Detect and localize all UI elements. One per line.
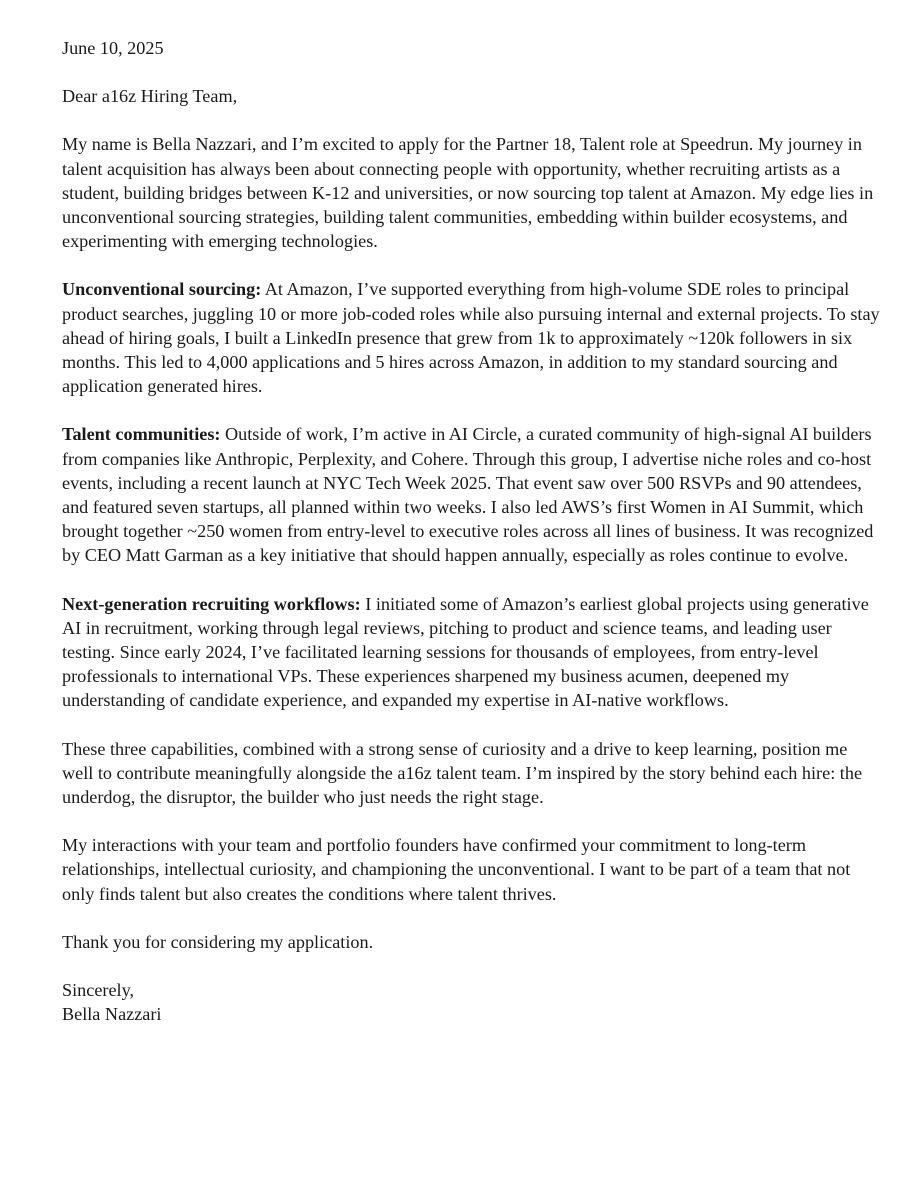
section-heading: Talent communities: [62,424,221,445]
section-heading: Unconventional sourcing: [62,279,262,300]
section-unconventional-sourcing [62,277,880,398]
salutation: Dear a16z Hiring Team, [62,86,238,107]
capabilities-paragraph: These three capabilities, combined with a strong sense of curiosity and a drive to keep learning, position me well to contribute meaningfully alongside the a16z talent team. I’m inspired by the story behind each hire: the underdog, the disruptor, the builder who just needs the right stage. [62,738,863,808]
section-body: Outside of work, I’m active in AI Circle, a curated community of high-signal AI builders from companies like Anthropic, Perplexity, and Cohere. Through this group, I advertise niche roles and co-host events, including a recent launch at NYC Tech Week 2025. That event saw over 500 RSVPs and 90 attendees, and featured seven startups, all planned within two weeks. I also led AWS’s first Women in AI Summit, which brought together ~250 women from entry-level to executive roles across all lines of business. It was recognized by CEO Matt Garman as a key initiative that should happen annually, especially as roles continue to evolve. [62,424,874,566]
section-body: I initiated some of Amazon’s earliest global projects using generative AI in recruitment, working through legal reviews, pitching to product and science teams, and leading user testing. Since early 2024, I’ve facilitated learning sessions for thousands of employees, from entry-level professionals to international VPs. These experiences sharpened my business acumen, deepened my understanding of candidate experience, and expanded my expertise in AI-native workflows. [62,593,869,711]
intro-paragraph: My name is Bella Nazzari, and I’m excited to apply for the Partner 18, Talent role at Speedrun. My journey in talent acquisition has always been about connecting people with opportunity, whether recruiting artists as a student, building bridges between K-12 and universities, or now sourcing top talent at Amazon. My edge lies in unconventional sourcing strategies, building talent communities, embedding within builder ecosystems, and experimenting with emerging technologies. [62,134,874,252]
signature-name: Bella Nazzari [62,1004,162,1025]
thanks-line: Thank you for considering my application. [62,931,374,952]
section-talent-communities [62,422,880,567]
letter-date: June 10, 2025 [62,38,164,58]
section-heading: Next-generation recruiting workflows: [62,593,361,614]
interactions-paragraph: My interactions with your team and portfolio founders have confirmed your commitment to long-term relationships, intellectual curiosity, and championing the unconventional. I want to be part of a team that not only finds talent but also creates the conditions where talent thrives. [62,835,851,904]
sign-off: Sincerely, [62,980,135,1001]
section-recruiting-workflows [62,592,880,713]
section-body: At Amazon, I’ve supported everything from high-volume SDE roles to principal product searches, juggling 10 or more job-coded roles while also pursuing internal and external projects. To stay ahead of hiring goals, I built a LinkedIn presence that grew from 1k to approximately ~120k followers in six months. This led to 4,000 applications and 5 hires across Amazon, in addition to my standard sourcing and application generated hires. [62,279,880,397]
